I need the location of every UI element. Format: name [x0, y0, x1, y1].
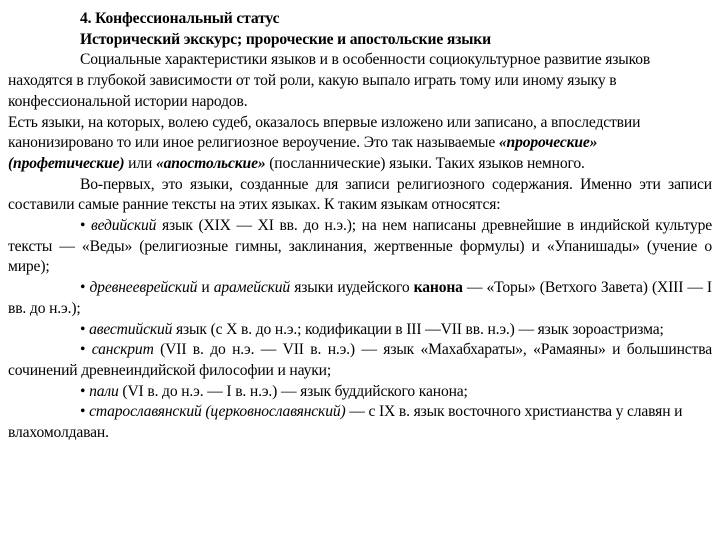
section-title: 4. Конфессиональный статус: [80, 10, 280, 27]
list-item-vedic: [8, 216, 712, 278]
term-canon: канона: [413, 279, 463, 297]
list-item-sanskrit: [8, 340, 712, 381]
term-vedic: ведийский: [91, 217, 157, 235]
bullet-icon: •: [80, 341, 92, 359]
list-item-text: языки иудейского: [290, 279, 414, 297]
list-item-avestan: [8, 320, 712, 341]
term-aramaic: арамейский: [213, 279, 291, 297]
document-page: [8, 9, 712, 444]
list-item-text: (VI в. до н.э. — I в. н.э.) — язык буддийского канона;: [118, 382, 468, 400]
paragraph-text: (посланнические) языки. Таких языков немного.: [265, 154, 585, 172]
list-item-text: — «Торы» (Ветхого Завета) (XIII — I вв. до н.э.);: [8, 279, 712, 317]
bullet-icon: •: [80, 403, 90, 421]
term-pali: пали: [89, 382, 119, 400]
term-apostolic: «апостольские»: [155, 154, 266, 172]
list-item-old-church-slavonic: [8, 402, 712, 443]
list-item-pali: [8, 382, 712, 403]
paragraph-text: Есть языки, на которых, волею судеб, оказалось впервые изложено или записано, а впоследствии канонизировано то или иное религиозное вероучение. Это так называемые: [8, 113, 641, 152]
section-subtitle: Исторический экскурс; пророческие и апостольские языки: [80, 30, 491, 48]
list-item-text: язык (XIX — XI вв. до н.э.); на нем написаны древнейшие в индийской культуре тексты — «Веды» (религиозные гимны, заклинания, жертвенные формулы) и «Упанишады» (учение о мире);: [8, 217, 713, 276]
list-item-text: язык (с X в. до н.э.; кодификации в III —VII вв. н.э.) — язык зороастризма;: [172, 320, 664, 338]
bullet-icon: •: [80, 279, 90, 297]
bullet-icon: •: [80, 320, 90, 338]
paragraph-prophetic-languages: [8, 113, 712, 175]
paragraph-text: или: [124, 154, 156, 172]
paragraph-intro: Социальные характеристики языков и в особенности социокультурное развитие языков находятся в глубокой зависимости от той роли, какую выпало играть тому или иному языку в конфессиональной истории народов.: [8, 51, 651, 110]
list-item-text: (VII в. до н.э. — VII в. н.э.) — язык «Махабхараты», «Рамаяны» и большинства сочинений древнеиндийской философии и науки;: [8, 341, 712, 379]
term-old-church-slavonic: старославянский (церковнославянский): [89, 403, 346, 421]
list-item-hebrew-aramaic: [8, 278, 712, 319]
term-hebrew: древнееврейский: [89, 279, 198, 297]
bullet-icon: •: [80, 382, 90, 400]
term-sanskrit: санскрит: [91, 341, 154, 359]
term-avestan: авестийский: [89, 320, 173, 338]
term-prophetic: «пророческие» (профетические): [8, 134, 598, 172]
list-item-text: — с IX в. язык восточного христианства у славян и влахомолдаван.: [8, 403, 683, 442]
bullet-icon: •: [80, 217, 92, 235]
list-item-text: и: [197, 279, 214, 297]
paragraph-first-group: Во-первых, это языки, созданные для записи религиозного содержания. Именно эти записи составили самые ранние тексты на этих языках. К таким языкам относятся:: [8, 175, 712, 214]
